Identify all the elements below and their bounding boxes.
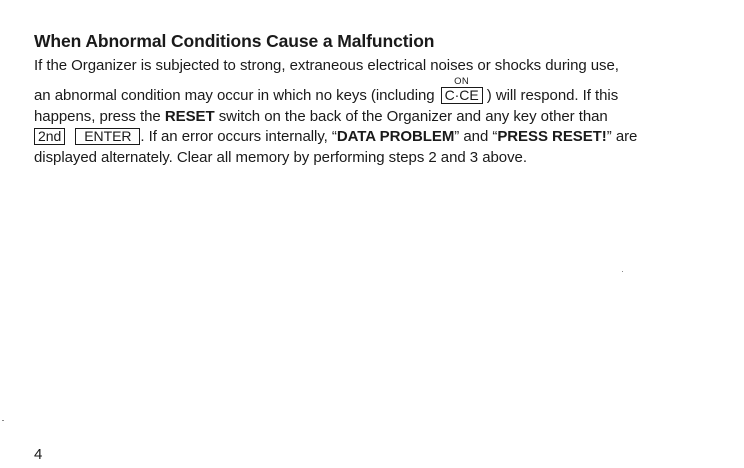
- line-4-text-a: . If an error occurs internally, “: [140, 128, 337, 145]
- scan-speck: [622, 271, 623, 272]
- press-reset-emphasis: PRESS RESET!: [497, 128, 607, 145]
- line-3-text-end: switch on the back of the Organizer and any key other than: [218, 108, 608, 125]
- key-c-ce: [441, 76, 483, 104]
- key-2nd: 2nd: [34, 128, 65, 145]
- data-problem-emphasis: DATA PROBLEM: [336, 128, 455, 145]
- paragraph-line-4: [34, 128, 637, 145]
- line-4-text-b: ” and “: [454, 128, 498, 145]
- line-4-text-c: ” are: [606, 128, 638, 145]
- key-enter: ENTER: [75, 128, 140, 145]
- reset-emphasis: RESET: [164, 108, 215, 125]
- paragraph-line-3: [34, 108, 608, 125]
- line-2-text-start: an abnormal condition may occur in which no keys (including: [34, 87, 435, 104]
- paragraph-line-5: displayed alternately. Clear all memory by performing steps 2 and 3 above.: [34, 149, 527, 166]
- line-3-text-start: happens, press the: [34, 108, 161, 125]
- page-number: 4: [34, 446, 43, 463]
- line-2-text-end: ) will respond. If this: [486, 87, 619, 104]
- paragraph-line-2: [34, 76, 619, 104]
- key-c-ce-label: C·CE: [444, 87, 479, 103]
- section-heading: When Abnormal Conditions Cause a Malfunction: [34, 31, 435, 51]
- paragraph-line-1: If the Organizer is subjected to strong, extraneous electrical noises or shocks during use,: [34, 57, 619, 74]
- scan-speck: [2, 420, 4, 421]
- key-on-sublabel: ON: [454, 76, 470, 87]
